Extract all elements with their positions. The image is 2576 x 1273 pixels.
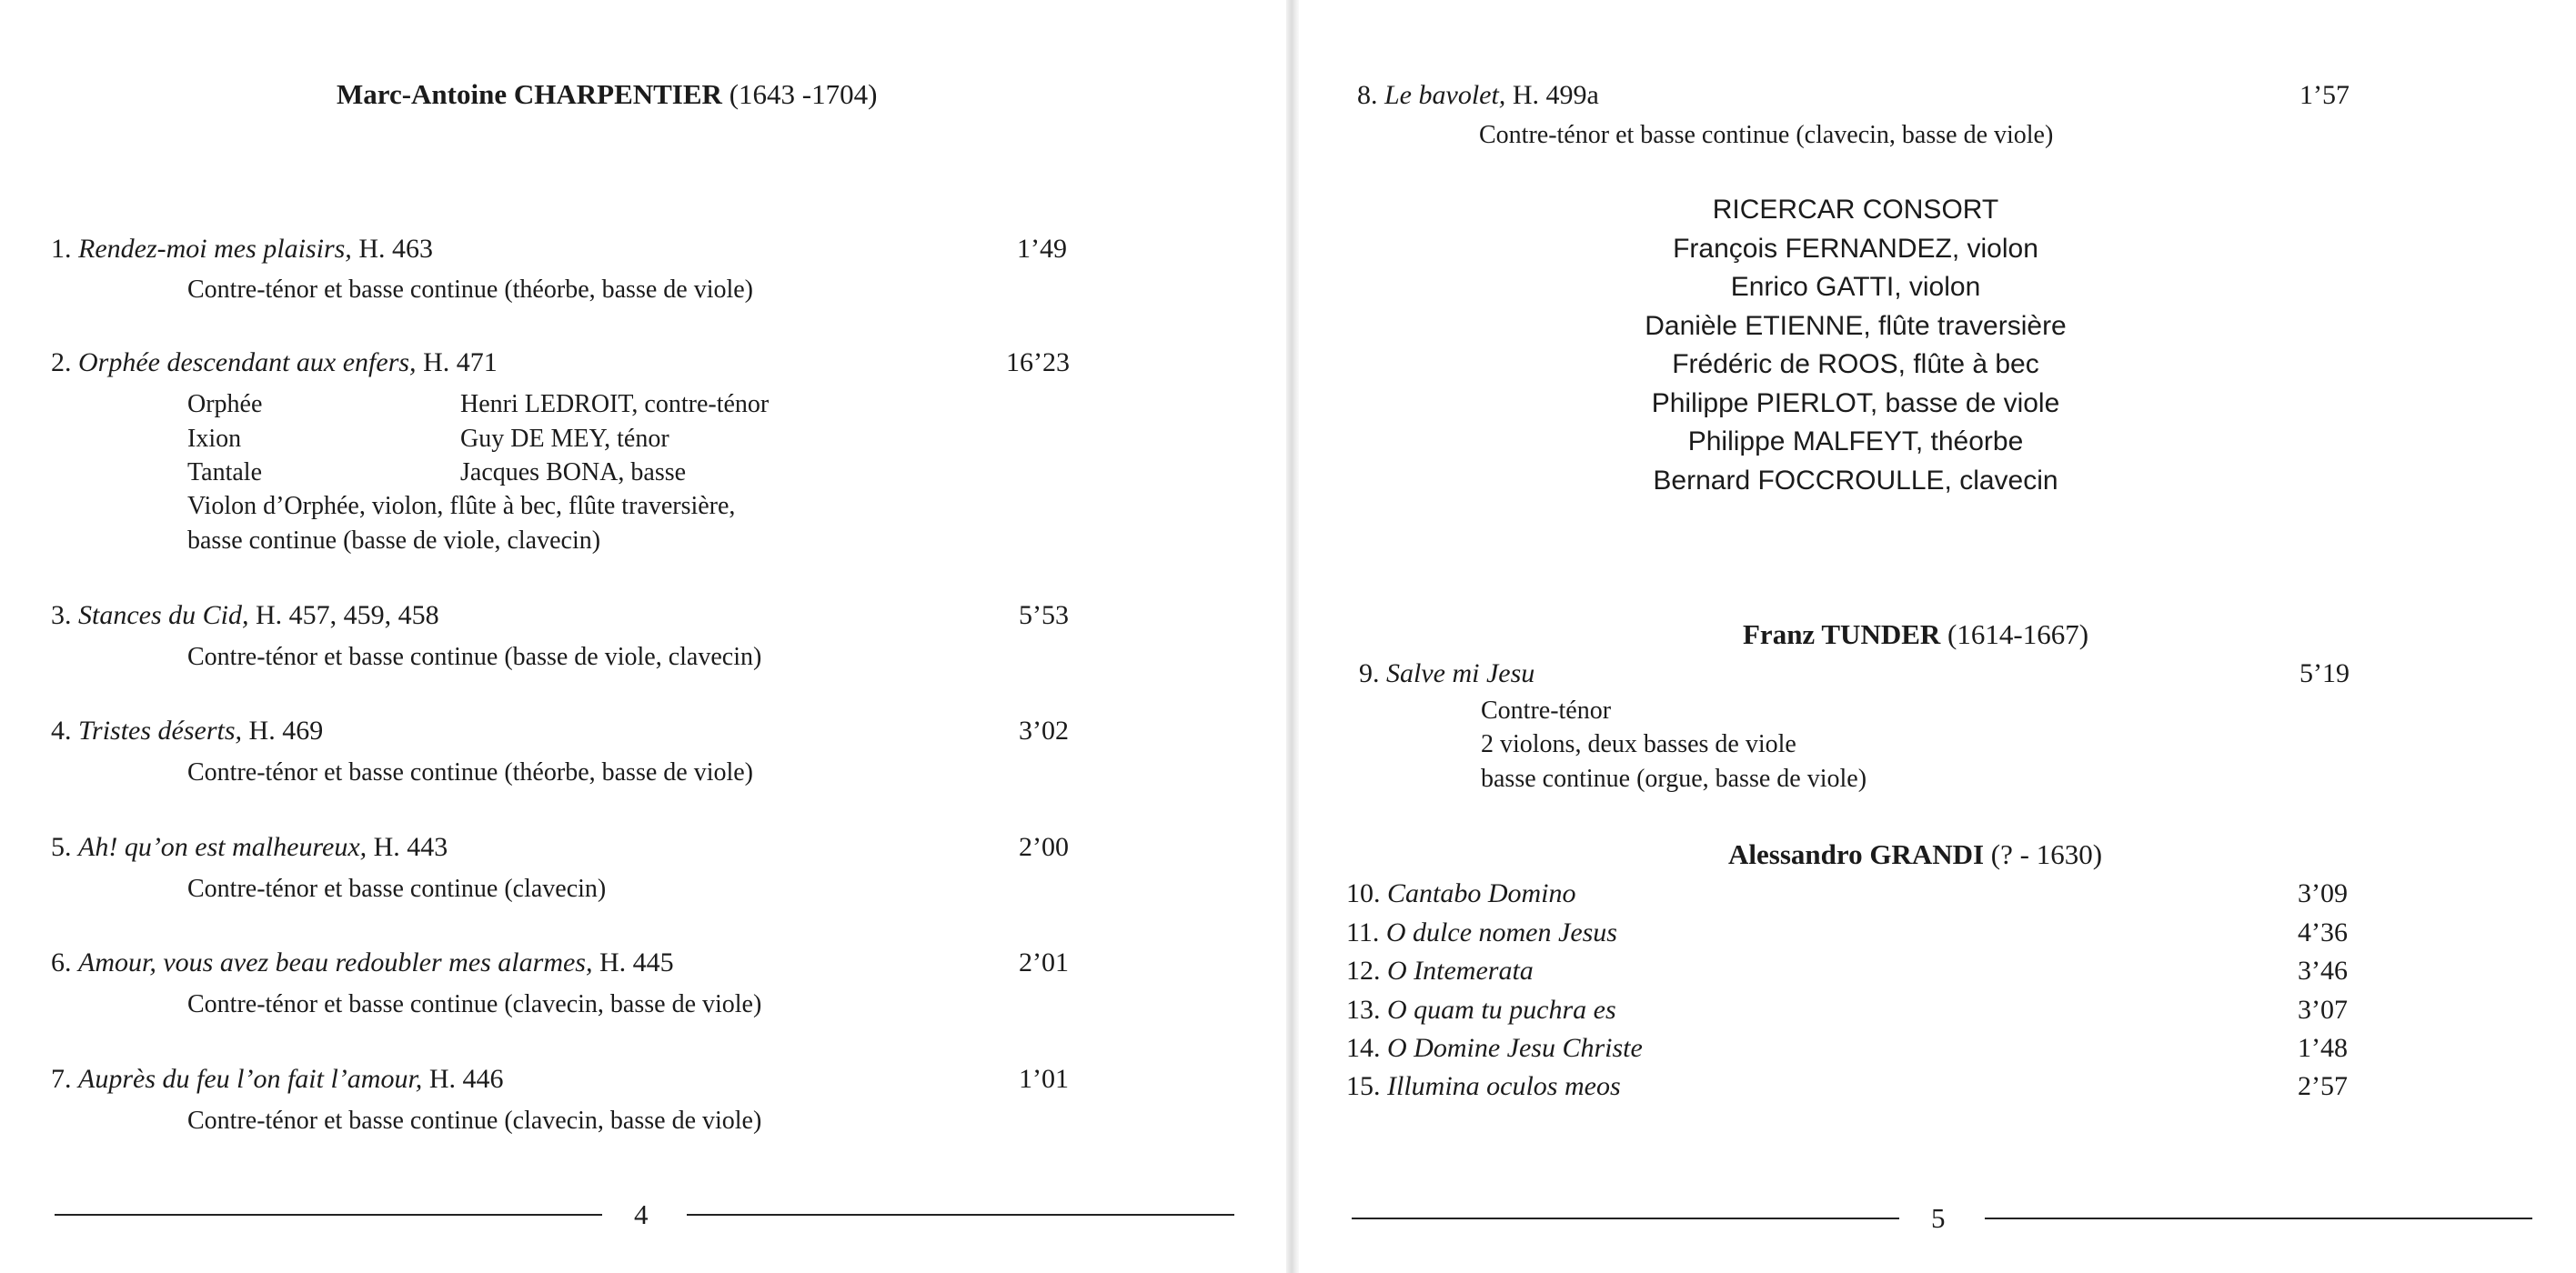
- composer-dates: (? - 1630): [1990, 838, 2103, 870]
- ensemble-member: Enrico GATTI, violon: [1730, 272, 1981, 302]
- cast-role: Orphée: [187, 390, 263, 418]
- page-number: 5: [1931, 1202, 1946, 1234]
- composer-heading: [337, 78, 877, 111]
- track-number: 11.: [1346, 917, 1380, 947]
- track-title: Ah! qu’on est malheureux,: [78, 832, 367, 862]
- track-description: 2 violons, deux basses de viole: [1481, 730, 1796, 758]
- track-title: Tristes déserts,: [78, 716, 243, 746]
- track-title-line: [51, 716, 323, 747]
- page-number: 4: [634, 1198, 649, 1230]
- track-duration: 5’19: [2299, 658, 2350, 688]
- track-description: Contre-ténor et basse continue (clavecin, basse de viole): [187, 990, 762, 1018]
- ensemble-name: RICERCAR CONSORT: [1712, 195, 1999, 225]
- footer-rule-right: [687, 1214, 1234, 1216]
- track-description: Contre-ténor et basse continue (clavecin, basse de viole): [187, 1107, 762, 1135]
- track-duration: 3’02: [1019, 716, 1069, 746]
- track-catalog: H. 463: [358, 234, 433, 264]
- footer-rule-right: [1985, 1218, 2532, 1219]
- composer-heading: [1743, 618, 2088, 651]
- track-catalog: H. 469: [248, 716, 324, 746]
- track-title-line: [1359, 658, 1535, 689]
- track-duration: 3’09: [2298, 878, 2348, 908]
- track-title: Illumina oculos meos: [1387, 1071, 1621, 1101]
- ensemble-member: Danièle ETIENNE, flûte traversière: [1645, 310, 2067, 341]
- track-description: basse continue (basse de viole, clavecin): [187, 526, 601, 555]
- track-duration: 2’57: [2298, 1071, 2348, 1101]
- track-title: Orphée descendant aux enfers,: [78, 347, 417, 377]
- right-page: [1299, 0, 2576, 1273]
- track-catalog: H. 499a: [1512, 80, 1599, 110]
- list-item: [1346, 917, 1617, 948]
- track-title-line: [51, 947, 674, 978]
- list-item: [1346, 995, 1616, 1026]
- track-duration: 5’53: [1019, 600, 1069, 630]
- list-item: [1346, 1071, 1621, 1102]
- ensemble-member: Bernard FOCCROULLE, clavecin: [1653, 465, 2058, 496]
- composer-name: Alessandro GRANDI: [1728, 838, 1985, 870]
- track-description: Contre-ténor et basse continue (théorbe, basse de viole): [187, 758, 754, 787]
- track-catalog: H. 443: [373, 832, 448, 862]
- track-duration: 3’46: [2298, 956, 2348, 986]
- composer-dates: (1643 -1704): [729, 78, 878, 110]
- track-title: Cantabo Domino: [1387, 878, 1576, 908]
- track-duration: 3’07: [2298, 995, 2348, 1025]
- track-title-line: [51, 234, 433, 265]
- track-description: basse continue (orgue, basse de viole): [1481, 765, 1867, 793]
- track-description: Contre-ténor et basse continue (clavecin): [187, 875, 607, 903]
- track-title: O Domine Jesu Christe: [1387, 1033, 1643, 1063]
- cast-role: Tantale: [187, 458, 262, 486]
- track-description: Contre-ténor: [1481, 697, 1612, 725]
- track-description: Contre-ténor et basse continue (théorbe, basse de viole): [187, 276, 754, 304]
- track-duration: 4’36: [2298, 917, 2348, 947]
- track-title: Le bavolet,: [1384, 80, 1506, 110]
- cast-performer: Henri LEDROIT, contre-ténor: [460, 390, 770, 418]
- track-duration: 1’57: [2299, 80, 2350, 110]
- track-description: Contre-ténor et basse continue (clavecin, basse de viole): [1479, 121, 2054, 149]
- track-title: O Intemerata: [1387, 956, 1534, 986]
- track-title: Auprès du feu l’on fait l’amour,: [78, 1064, 423, 1094]
- track-title: Salve mi Jesu: [1386, 658, 1535, 688]
- track-number: 1.: [51, 234, 72, 264]
- ensemble-member: François FERNANDEZ, violon: [1673, 233, 2038, 264]
- left-page: [0, 0, 1286, 1273]
- ensemble-member: Philippe MALFEYT, théorbe: [1687, 426, 2024, 456]
- ensemble-member: Philippe PIERLOT, basse de viole: [1651, 387, 2060, 418]
- track-duration: 16’23: [1006, 347, 1070, 377]
- book-gutter: [1286, 0, 1299, 1273]
- ensemble-list: [1601, 191, 2110, 500]
- track-duration: 2’01: [1019, 947, 1069, 977]
- track-number: 7.: [51, 1064, 72, 1094]
- track-duration: 1’48: [2298, 1033, 2348, 1063]
- list-item: [1346, 1033, 1643, 1064]
- track-number: 12.: [1346, 956, 1381, 986]
- track-title: O quam tu puchra es: [1387, 995, 1616, 1025]
- track-number: 4.: [51, 716, 72, 746]
- track-title-line: [51, 1064, 503, 1095]
- track-title: Amour, vous avez beau redoubler mes alarmes,: [78, 947, 593, 977]
- composer-name: Franz TUNDER: [1743, 618, 1941, 650]
- cast-role: Ixion: [187, 425, 242, 453]
- track-number: 9.: [1359, 658, 1380, 688]
- track-description: Violon d’Orphée, violon, flûte à bec, flûte traversière,: [187, 492, 736, 520]
- track-number: 10.: [1346, 878, 1381, 908]
- composer-dates: (1614-1667): [1947, 618, 2089, 650]
- track-number: 15.: [1346, 1071, 1381, 1101]
- footer-rule-left: [1352, 1218, 1899, 1219]
- list-item: [1346, 878, 1576, 909]
- track-title-line: [51, 347, 498, 378]
- track-title: Rendez-moi mes plaisirs,: [78, 234, 352, 264]
- track-description: Contre-ténor et basse continue (basse de viole, clavecin): [187, 643, 762, 671]
- track-number: 2.: [51, 347, 72, 377]
- track-catalog: H. 457, 459, 458: [256, 600, 439, 630]
- track-title: Stances du Cid,: [78, 600, 249, 630]
- track-title-line: [51, 600, 439, 631]
- cast-performer: Jacques BONA, basse: [460, 458, 687, 486]
- track-duration: 1’01: [1019, 1064, 1069, 1094]
- track-title-line: [1357, 80, 1599, 111]
- track-catalog: H. 471: [423, 347, 498, 377]
- track-number: 13.: [1346, 995, 1381, 1025]
- cast-performer: Guy DE MEY, ténor: [460, 425, 669, 453]
- composer-name: Marc-Antoine CHARPENTIER: [337, 78, 722, 110]
- track-title: O dulce nomen Jesus: [1385, 917, 1617, 947]
- track-number: 8.: [1357, 80, 1378, 110]
- track-number: 5.: [51, 832, 72, 862]
- track-title-line: [51, 832, 448, 863]
- track-duration: 2’00: [1019, 832, 1069, 862]
- track-catalog: H. 445: [599, 947, 674, 977]
- track-number: 3.: [51, 600, 72, 630]
- footer-rule-left: [55, 1214, 602, 1216]
- track-duration: 1’49: [1017, 234, 1067, 264]
- list-item: [1346, 956, 1534, 987]
- ensemble-member: Frédéric de ROOS, flûte à bec: [1672, 349, 2039, 379]
- composer-heading: [1728, 838, 2102, 871]
- track-number: 14.: [1346, 1033, 1381, 1063]
- track-number: 6.: [51, 947, 72, 977]
- track-catalog: H. 446: [428, 1064, 504, 1094]
